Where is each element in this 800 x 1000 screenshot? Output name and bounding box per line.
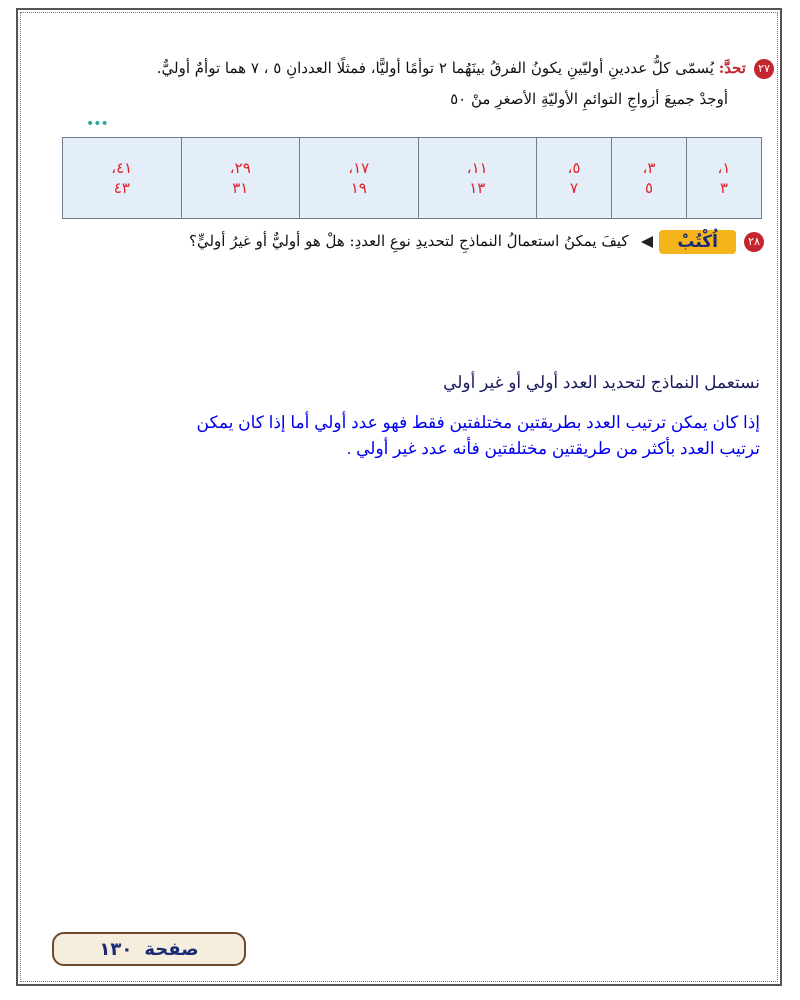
question-number-28: ٢٨ [744,232,764,252]
question-27-instruction: أوجدْ جميعَ أزواجِ التوائمِ الأوليّةِ الأصغرِ منْ ٥٠ [450,90,728,108]
page-label: صفحة [144,938,199,960]
table-cell: ٤١، ٤٣ [63,138,182,219]
answer-line-1: نستعمل النماذج لتحديد العدد أولي أو غير أولي [443,373,760,392]
decorative-dots-icon: ••• [86,116,108,132]
table-cell: ١٧، ١٩ [300,138,418,219]
question-28 [189,228,764,254]
answer-line-2: إذا كان يمكن ترتيب العدد بطريقتين مختلفتين فقط فهو عدد أولي أما إذا كان يمكن [196,413,760,432]
question-27-text: يُسمّى كلُّ عددينِ أوليّينِ يكونُ الفرقُ بينَهُما ٢ توأمًا أوليًّا، فمثلًا العددانِ ٥ ، ٧ هما توأمٌ أوليٌّ. [156,59,714,77]
table-row [63,138,762,219]
question-27 [14,54,774,82]
answer-line-3: ترتيب العدد بأكثر من طريقتين مختلفتين فأنه عدد غير أولي . [346,439,760,458]
page-number: ١٣٠ [99,938,133,960]
table-cell: ٢٩، ٣١ [181,138,299,219]
question-number-27: ٢٧ [754,59,774,79]
pencil-icon [641,236,653,248]
table-cell: ١١، ١٣ [418,138,536,219]
page-number-tab [52,932,246,966]
table-cell: ١، ٣ [687,138,762,219]
table-cell: ٣، ٥ [612,138,687,219]
question-28-text: كيفَ يمكنُ استعمالُ النماذجِ لتحديدِ نوعِ العددِ: هلْ هو أوليٌّ أو غيرُ أوليٍّ؟ [189,232,629,250]
twin-primes-table [62,137,762,219]
write-badge: اُكْتُبْ [659,230,736,254]
challenge-label: تحدَّ: [718,59,746,77]
table-cell: ٥، ٧ [537,138,612,219]
